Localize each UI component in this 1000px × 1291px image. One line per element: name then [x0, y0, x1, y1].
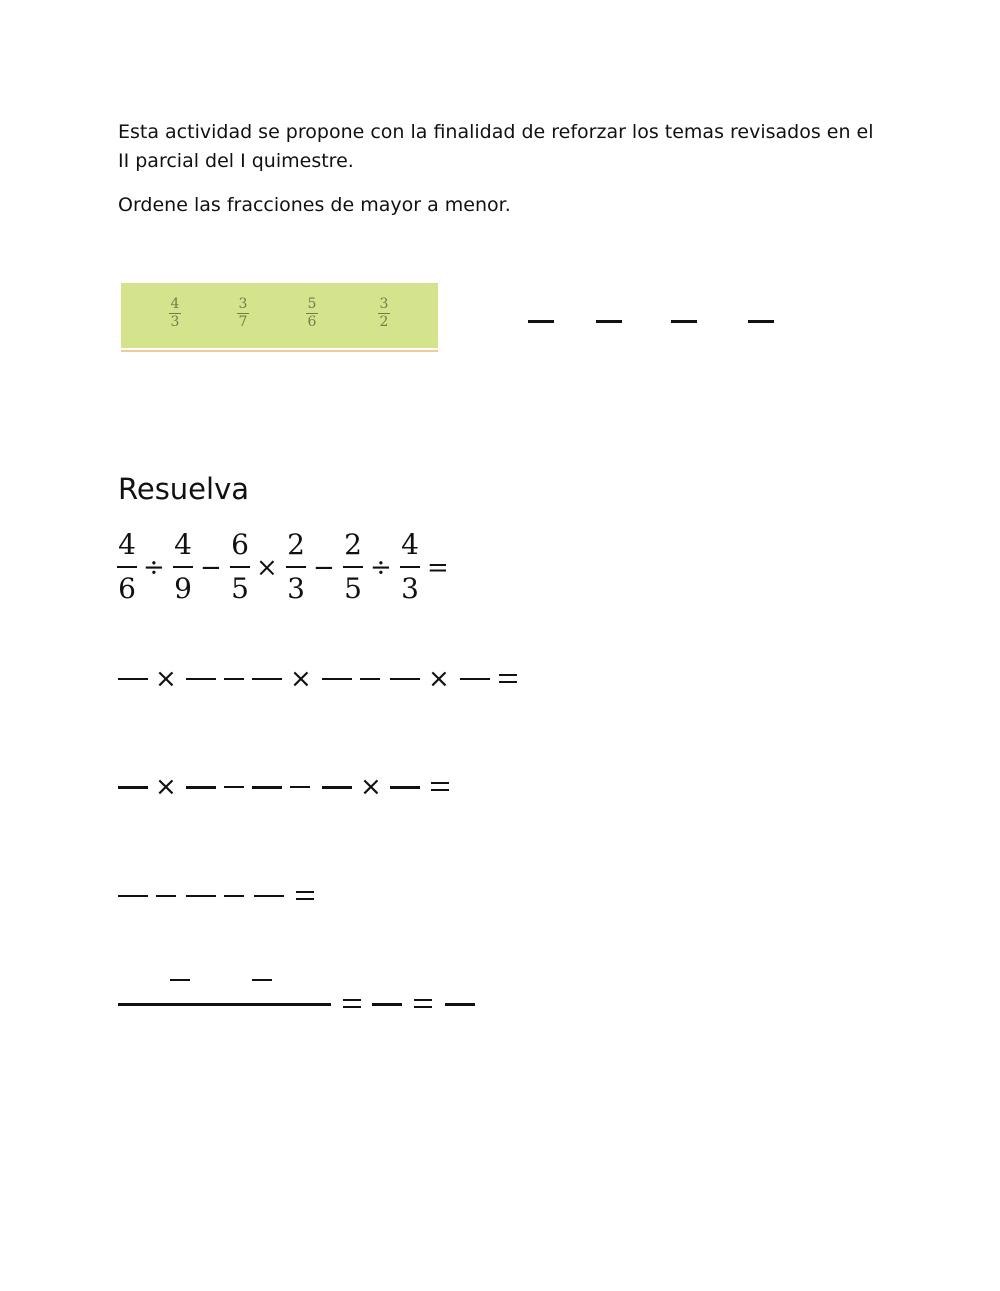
fraction-denominator: 6: [118, 572, 136, 605]
times-icon: ×: [290, 664, 312, 694]
section-heading: Resuelva: [118, 472, 250, 506]
answer-blank[interactable]: [186, 786, 216, 789]
fraction-numerator: 6: [231, 528, 249, 561]
fraction-bar: [117, 566, 137, 568]
answer-blank[interactable]: [460, 678, 490, 680]
fractions-box: [121, 283, 438, 348]
fraction-numerator: 4: [174, 528, 192, 561]
answer-blank[interactable]: [118, 786, 148, 789]
divide-operator: ÷: [143, 553, 165, 583]
fraction-bar: [400, 566, 420, 568]
answer-blank[interactable]: [118, 678, 148, 680]
answer-blank[interactable]: [445, 1003, 475, 1006]
fraction-denominator: 5: [231, 572, 249, 605]
expression-fraction: [399, 529, 421, 605]
answer-blank[interactable]: [372, 1003, 402, 1006]
fraction-denominator: 3: [170, 314, 180, 330]
answer-blank[interactable]: [390, 678, 420, 680]
instruction-paragraph: Ordene las fracciones de mayor a menor.: [118, 194, 511, 216]
order-blank-4[interactable]: [748, 320, 774, 323]
fraction-item[interactable]: [233, 297, 253, 330]
fraction-item[interactable]: [165, 297, 185, 330]
equals-icon: [414, 999, 432, 1008]
fraction-numerator: 5: [307, 296, 317, 312]
fraction-numerator: 3: [379, 296, 389, 312]
fraction-bar: [343, 566, 363, 568]
fraction-denominator: 5: [344, 572, 362, 605]
fraction-bar: [173, 566, 193, 568]
answer-blank[interactable]: [252, 678, 282, 680]
answer-blank[interactable]: [186, 895, 216, 897]
minus-operator: −: [313, 553, 335, 583]
fraction-numerator: 2: [287, 528, 305, 561]
order-blank-2[interactable]: [596, 320, 622, 323]
answer-blank[interactable]: [254, 895, 284, 897]
order-blank-1[interactable]: [528, 320, 554, 323]
fraction-bar: [286, 566, 306, 568]
minus-icon: [252, 979, 272, 981]
answer-blank[interactable]: [252, 786, 282, 789]
minus-icon: [224, 895, 244, 897]
expression-fraction: [229, 529, 251, 605]
fraction-bar: [230, 566, 250, 568]
answer-blank[interactable]: [390, 786, 420, 789]
minus-icon: [156, 895, 176, 897]
expression-fraction: [172, 529, 194, 605]
equals-icon: [499, 674, 517, 683]
minus-icon: [224, 678, 244, 680]
times-icon: ×: [155, 664, 177, 694]
fraction-denominator: 3: [401, 572, 419, 605]
fraction-bar[interactable]: [118, 1003, 331, 1006]
minus-icon: [360, 678, 380, 680]
expression-fraction: [342, 529, 364, 605]
expression-fraction: [116, 529, 138, 605]
equals-icon: [343, 999, 361, 1008]
answer-blank[interactable]: [322, 678, 352, 680]
times-icon: ×: [360, 772, 382, 802]
order-blank-3[interactable]: [671, 320, 697, 323]
fraction-denominator: 7: [238, 314, 248, 330]
times-icon: ×: [155, 772, 177, 802]
fraction-numerator: 4: [170, 296, 180, 312]
fraction-denominator: 2: [379, 314, 389, 330]
intro-paragraph: Esta actividad se propone con la finalidad de reforzar los temas revisados en el II parcial del I quimestre.: [118, 121, 874, 172]
answer-blank[interactable]: [322, 786, 352, 789]
minus-icon: [224, 786, 244, 788]
answer-blank[interactable]: [186, 678, 216, 680]
times-icon: ×: [428, 664, 450, 694]
fraction-denominator: 9: [174, 572, 192, 605]
expression-fraction: [285, 529, 307, 605]
minus-icon: [290, 786, 310, 788]
equals-operator: =: [427, 553, 449, 583]
answer-blank[interactable]: [118, 895, 148, 897]
fraction-numerator: 4: [118, 528, 136, 561]
fraction-numerator: 4: [401, 528, 419, 561]
equals-icon: [431, 782, 449, 791]
divide-operator: ÷: [370, 553, 392, 583]
fraction-denominator: 6: [307, 314, 317, 330]
equals-icon: [296, 891, 314, 900]
minus-operator: −: [200, 553, 222, 583]
fraction-item[interactable]: [374, 297, 394, 330]
fraction-numerator: 2: [344, 528, 362, 561]
times-operator: ×: [256, 553, 278, 583]
fractions-box-underline: [121, 350, 438, 352]
minus-icon: [170, 979, 190, 981]
fraction-numerator: 3: [238, 296, 248, 312]
fraction-item[interactable]: [302, 297, 322, 330]
fraction-denominator: 3: [287, 572, 305, 605]
